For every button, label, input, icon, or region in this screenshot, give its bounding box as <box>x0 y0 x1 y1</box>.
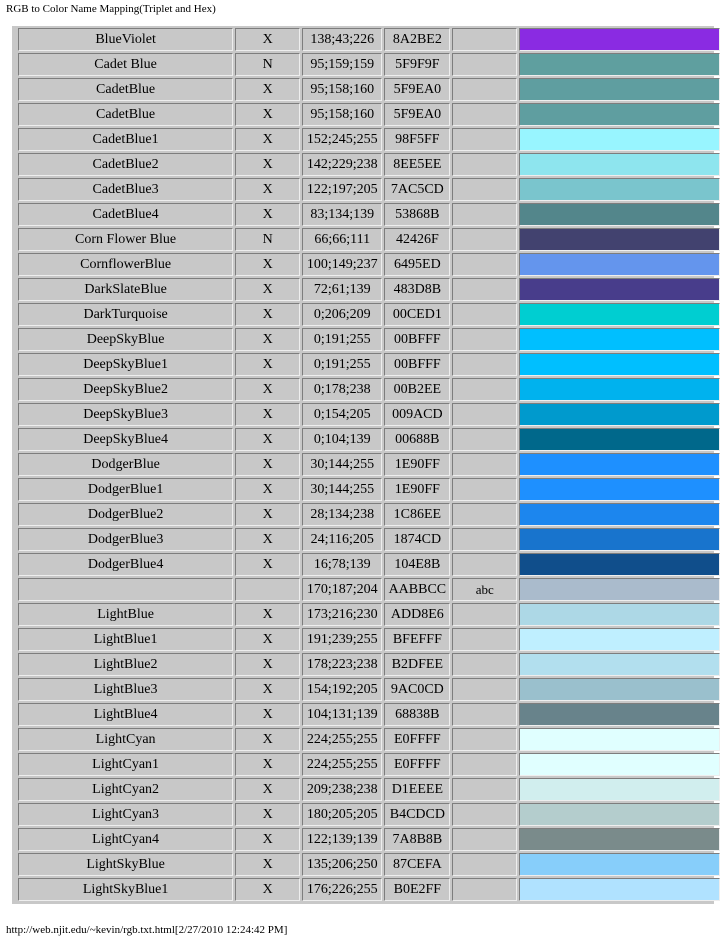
hex-code-cell: 87CEFA <box>384 853 450 876</box>
color-swatch <box>519 328 720 351</box>
color-swatch <box>519 703 720 726</box>
color-name-cell: DarkSlateBlue <box>18 278 233 301</box>
table-row <box>18 553 720 576</box>
rgb-triplet-cell: 176;226;255 <box>302 878 382 901</box>
table-row <box>18 478 720 501</box>
color-name-cell: LightCyan1 <box>18 753 233 776</box>
color-swatch <box>519 153 720 176</box>
color-swatch <box>519 378 720 401</box>
rgb-triplet-cell: 30;144;255 <box>302 478 382 501</box>
extra-cell <box>452 853 517 876</box>
extra-cell: abc <box>452 578 517 601</box>
hex-code-cell: E0FFFF <box>384 728 450 751</box>
rgb-triplet-cell: 135;206;250 <box>302 853 382 876</box>
hex-code-cell: 8EE5EE <box>384 153 450 176</box>
x11-flag-cell: X <box>235 728 300 751</box>
table-row <box>18 53 720 76</box>
extra-cell <box>452 453 517 476</box>
color-swatch <box>519 78 720 101</box>
x11-flag-cell: X <box>235 703 300 726</box>
rgb-triplet-cell: 24;116;205 <box>302 528 382 551</box>
table-row <box>18 403 720 426</box>
rgb-triplet-cell: 16;78;139 <box>302 553 382 576</box>
table-row <box>18 103 720 126</box>
rgb-triplet-cell: 170;187;204 <box>302 578 382 601</box>
hex-code-cell: 00BFFF <box>384 328 450 351</box>
extra-cell <box>452 628 517 651</box>
color-name-cell: LightBlue2 <box>18 653 233 676</box>
color-swatch <box>519 403 720 426</box>
table-row <box>18 228 720 251</box>
rgb-triplet-cell: 0;178;238 <box>302 378 382 401</box>
rgb-triplet-cell: 191;239;255 <box>302 628 382 651</box>
table-row <box>18 828 720 851</box>
extra-cell <box>452 203 517 226</box>
x11-flag-cell: X <box>235 503 300 526</box>
extra-cell <box>452 253 517 276</box>
rgb-triplet-cell: 122;197;205 <box>302 178 382 201</box>
table-row <box>18 878 720 901</box>
color-name-cell: Corn Flower Blue <box>18 228 233 251</box>
table-row <box>18 78 720 101</box>
hex-code-cell: 1874CD <box>384 528 450 551</box>
color-swatch <box>519 253 720 276</box>
color-name-cell: CadetBlue3 <box>18 178 233 201</box>
page-footer-url: http://web.njit.edu/~kevin/rgb.txt.html[2/27/2010 12:24:42 PM] <box>6 924 288 936</box>
color-name-cell: LightBlue4 <box>18 703 233 726</box>
table-row <box>18 803 720 826</box>
color-swatch <box>519 878 720 901</box>
hex-code-cell: 5F9EA0 <box>384 78 450 101</box>
hex-code-cell: B0E2FF <box>384 878 450 901</box>
color-swatch <box>519 803 720 826</box>
extra-cell <box>452 478 517 501</box>
hex-code-cell: 7A8B8B <box>384 828 450 851</box>
rgb-triplet-cell: 95;158;160 <box>302 103 382 126</box>
color-swatch <box>519 228 720 251</box>
x11-flag-cell: X <box>235 153 300 176</box>
table-row <box>18 578 720 601</box>
color-name-cell: DarkTurquoise <box>18 303 233 326</box>
rgb-triplet-cell: 154;192;205 <box>302 678 382 701</box>
color-name-cell: LightBlue1 <box>18 628 233 651</box>
hex-code-cell: 00CED1 <box>384 303 450 326</box>
x11-flag-cell: X <box>235 678 300 701</box>
color-swatch <box>519 753 720 776</box>
color-name-cell: DeepSkyBlue1 <box>18 353 233 376</box>
color-name-cell: DodgerBlue2 <box>18 503 233 526</box>
rgb-triplet-cell: 66;66;111 <box>302 228 382 251</box>
color-swatch <box>519 578 720 601</box>
color-swatch <box>519 528 720 551</box>
rgb-triplet-cell: 224;255;255 <box>302 753 382 776</box>
rgb-triplet-cell: 95;159;159 <box>302 53 382 76</box>
hex-code-cell: B4CDCD <box>384 803 450 826</box>
rgb-triplet-cell: 224;255;255 <box>302 728 382 751</box>
x11-flag-cell: X <box>235 303 300 326</box>
extra-cell <box>452 828 517 851</box>
color-swatch <box>519 178 720 201</box>
x11-flag-cell: X <box>235 428 300 451</box>
rgb-triplet-cell: 0;154;205 <box>302 403 382 426</box>
table-row <box>18 528 720 551</box>
color-swatch <box>519 53 720 76</box>
color-name-cell: DeepSkyBlue <box>18 328 233 351</box>
table-row <box>18 328 720 351</box>
x11-flag-cell: X <box>235 278 300 301</box>
table-row <box>18 453 720 476</box>
hex-code-cell: BFEFFF <box>384 628 450 651</box>
color-swatch <box>519 203 720 226</box>
extra-cell <box>452 153 517 176</box>
extra-cell <box>452 803 517 826</box>
rgb-triplet-cell: 104;131;139 <box>302 703 382 726</box>
hex-code-cell: 00BFFF <box>384 353 450 376</box>
hex-code-cell: ADD8E6 <box>384 603 450 626</box>
hex-code-cell: 7AC5CD <box>384 178 450 201</box>
hex-code-cell: AABBCC <box>384 578 450 601</box>
color-name-cell: LightSkyBlue1 <box>18 878 233 901</box>
color-swatch <box>519 553 720 576</box>
x11-flag-cell: X <box>235 328 300 351</box>
color-swatch <box>519 728 720 751</box>
x11-flag-cell: X <box>235 803 300 826</box>
hex-code-cell: 1C86EE <box>384 503 450 526</box>
x11-flag-cell: X <box>235 828 300 851</box>
x11-flag-cell: X <box>235 203 300 226</box>
x11-flag-cell: X <box>235 778 300 801</box>
hex-code-cell: 6495ED <box>384 253 450 276</box>
table-row <box>18 653 720 676</box>
x11-flag-cell: X <box>235 478 300 501</box>
x11-flag-cell: N <box>235 228 300 251</box>
extra-cell <box>452 78 517 101</box>
rgb-triplet-cell: 0;206;209 <box>302 303 382 326</box>
hex-code-cell: 1E90FF <box>384 453 450 476</box>
extra-cell <box>452 278 517 301</box>
hex-code-cell: 5F9EA0 <box>384 103 450 126</box>
extra-cell <box>452 403 517 426</box>
hex-code-cell: B2DFEE <box>384 653 450 676</box>
rgb-triplet-cell: 173;216;230 <box>302 603 382 626</box>
rgb-triplet-cell: 178;223;238 <box>302 653 382 676</box>
hex-code-cell: 1E90FF <box>384 478 450 501</box>
extra-cell <box>452 128 517 151</box>
hex-code-cell: 104E8B <box>384 553 450 576</box>
extra-cell <box>452 653 517 676</box>
rgb-triplet-cell: 0;191;255 <box>302 353 382 376</box>
extra-cell <box>452 778 517 801</box>
x11-flag-cell: X <box>235 753 300 776</box>
color-name-cell: LightBlue3 <box>18 678 233 701</box>
x11-flag-cell: X <box>235 603 300 626</box>
color-name-cell: LightCyan3 <box>18 803 233 826</box>
table-row <box>18 728 720 751</box>
extra-cell <box>452 428 517 451</box>
table-row <box>18 503 720 526</box>
extra-cell <box>452 703 517 726</box>
table-row <box>18 378 720 401</box>
table-row <box>18 203 720 226</box>
x11-flag-cell: X <box>235 178 300 201</box>
x11-flag-cell <box>235 578 300 601</box>
color-swatch <box>519 28 720 51</box>
x11-flag-cell: X <box>235 78 300 101</box>
x11-flag-cell: X <box>235 128 300 151</box>
extra-cell <box>452 353 517 376</box>
hex-code-cell: 5F9F9F <box>384 53 450 76</box>
table-row <box>18 678 720 701</box>
extra-cell <box>452 228 517 251</box>
rgb-triplet-cell: 209;238;238 <box>302 778 382 801</box>
extra-cell <box>452 528 517 551</box>
hex-code-cell: 00688B <box>384 428 450 451</box>
color-name-cell: DeepSkyBlue2 <box>18 378 233 401</box>
rgb-triplet-cell: 100;149;237 <box>302 253 382 276</box>
extra-cell <box>452 678 517 701</box>
hex-code-cell: 42426F <box>384 228 450 251</box>
color-swatch <box>519 303 720 326</box>
hex-code-cell: 009ACD <box>384 403 450 426</box>
table-row <box>18 178 720 201</box>
hex-code-cell: 9AC0CD <box>384 678 450 701</box>
color-name-cell: CadetBlue1 <box>18 128 233 151</box>
extra-cell <box>452 53 517 76</box>
hex-code-cell: 8A2BE2 <box>384 28 450 51</box>
hex-code-cell: 00B2EE <box>384 378 450 401</box>
x11-flag-cell: X <box>235 878 300 901</box>
x11-flag-cell: N <box>235 53 300 76</box>
x11-flag-cell: X <box>235 853 300 876</box>
x11-flag-cell: X <box>235 103 300 126</box>
hex-code-cell: 53868B <box>384 203 450 226</box>
rgb-triplet-cell: 83;134;139 <box>302 203 382 226</box>
table-row <box>18 703 720 726</box>
table-row <box>18 628 720 651</box>
extra-cell <box>452 28 517 51</box>
color-name-cell <box>18 578 233 601</box>
color-swatch <box>519 278 720 301</box>
color-name-cell: LightSkyBlue <box>18 853 233 876</box>
rgb-triplet-cell: 0;104;139 <box>302 428 382 451</box>
color-swatch <box>519 503 720 526</box>
rgb-triplet-cell: 122;139;139 <box>302 828 382 851</box>
hex-code-cell: 98F5FF <box>384 128 450 151</box>
hex-code-cell: E0FFFF <box>384 753 450 776</box>
table-row <box>18 353 720 376</box>
color-name-cell: DeepSkyBlue3 <box>18 403 233 426</box>
table-row <box>18 28 720 51</box>
rgb-triplet-cell: 30;144;255 <box>302 453 382 476</box>
color-swatch <box>519 678 720 701</box>
color-table-container <box>12 26 714 904</box>
color-name-cell: DodgerBlue3 <box>18 528 233 551</box>
extra-cell <box>452 378 517 401</box>
color-swatch <box>519 128 720 151</box>
color-swatch <box>519 353 720 376</box>
page-header-title: RGB to Color Name Mapping(Triplet and Hex) <box>6 3 216 15</box>
rgb-triplet-cell: 95;158;160 <box>302 78 382 101</box>
extra-cell <box>452 328 517 351</box>
color-swatch <box>519 603 720 626</box>
color-name-cell: CadetBlue <box>18 78 233 101</box>
extra-cell <box>452 503 517 526</box>
table-row <box>18 778 720 801</box>
hex-code-cell: D1EEEE <box>384 778 450 801</box>
x11-flag-cell: X <box>235 28 300 51</box>
table-row <box>18 303 720 326</box>
table-row <box>18 153 720 176</box>
extra-cell <box>452 553 517 576</box>
color-name-cell: DeepSkyBlue4 <box>18 428 233 451</box>
rgb-triplet-cell: 28;134;238 <box>302 503 382 526</box>
extra-cell <box>452 728 517 751</box>
color-name-cell: DodgerBlue1 <box>18 478 233 501</box>
color-name-cell: LightCyan4 <box>18 828 233 851</box>
x11-flag-cell: X <box>235 553 300 576</box>
table-row <box>18 428 720 451</box>
x11-flag-cell: X <box>235 403 300 426</box>
color-name-cell: LightCyan2 <box>18 778 233 801</box>
extra-cell <box>452 103 517 126</box>
x11-flag-cell: X <box>235 528 300 551</box>
x11-flag-cell: X <box>235 378 300 401</box>
table-row <box>18 603 720 626</box>
color-name-cell: LightCyan <box>18 728 233 751</box>
rgb-triplet-cell: 138;43;226 <box>302 28 382 51</box>
color-swatch <box>519 628 720 651</box>
color-swatch <box>519 428 720 451</box>
color-swatch <box>519 103 720 126</box>
color-name-cell: BlueViolet <box>18 28 233 51</box>
rgb-triplet-cell: 72;61;139 <box>302 278 382 301</box>
color-swatch <box>519 453 720 476</box>
rgb-triplet-cell: 0;191;255 <box>302 328 382 351</box>
x11-flag-cell: X <box>235 253 300 276</box>
extra-cell <box>452 603 517 626</box>
color-swatch <box>519 853 720 876</box>
color-swatch <box>519 478 720 501</box>
color-swatch <box>519 653 720 676</box>
x11-flag-cell: X <box>235 628 300 651</box>
extra-cell <box>452 303 517 326</box>
hex-code-cell: 483D8B <box>384 278 450 301</box>
extra-cell <box>452 178 517 201</box>
rgb-triplet-cell: 142;229;238 <box>302 153 382 176</box>
table-row <box>18 128 720 151</box>
x11-flag-cell: X <box>235 453 300 476</box>
hex-code-cell: 68838B <box>384 703 450 726</box>
color-name-cell: DodgerBlue <box>18 453 233 476</box>
color-name-cell: DodgerBlue4 <box>18 553 233 576</box>
color-name-cell: CadetBlue2 <box>18 153 233 176</box>
x11-flag-cell: X <box>235 353 300 376</box>
table-row <box>18 853 720 876</box>
extra-cell <box>452 878 517 901</box>
color-swatch <box>519 828 720 851</box>
rgb-triplet-cell: 180;205;205 <box>302 803 382 826</box>
color-mapping-table <box>16 26 722 903</box>
rgb-triplet-cell: 152;245;255 <box>302 128 382 151</box>
color-name-cell: Cadet Blue <box>18 53 233 76</box>
color-name-cell: CornflowerBlue <box>18 253 233 276</box>
table-row <box>18 753 720 776</box>
color-name-cell: CadetBlue4 <box>18 203 233 226</box>
table-row <box>18 278 720 301</box>
color-name-cell: LightBlue <box>18 603 233 626</box>
x11-flag-cell: X <box>235 653 300 676</box>
color-swatch <box>519 778 720 801</box>
extra-cell <box>452 753 517 776</box>
table-body <box>18 28 720 901</box>
table-row <box>18 253 720 276</box>
color-name-cell: CadetBlue <box>18 103 233 126</box>
